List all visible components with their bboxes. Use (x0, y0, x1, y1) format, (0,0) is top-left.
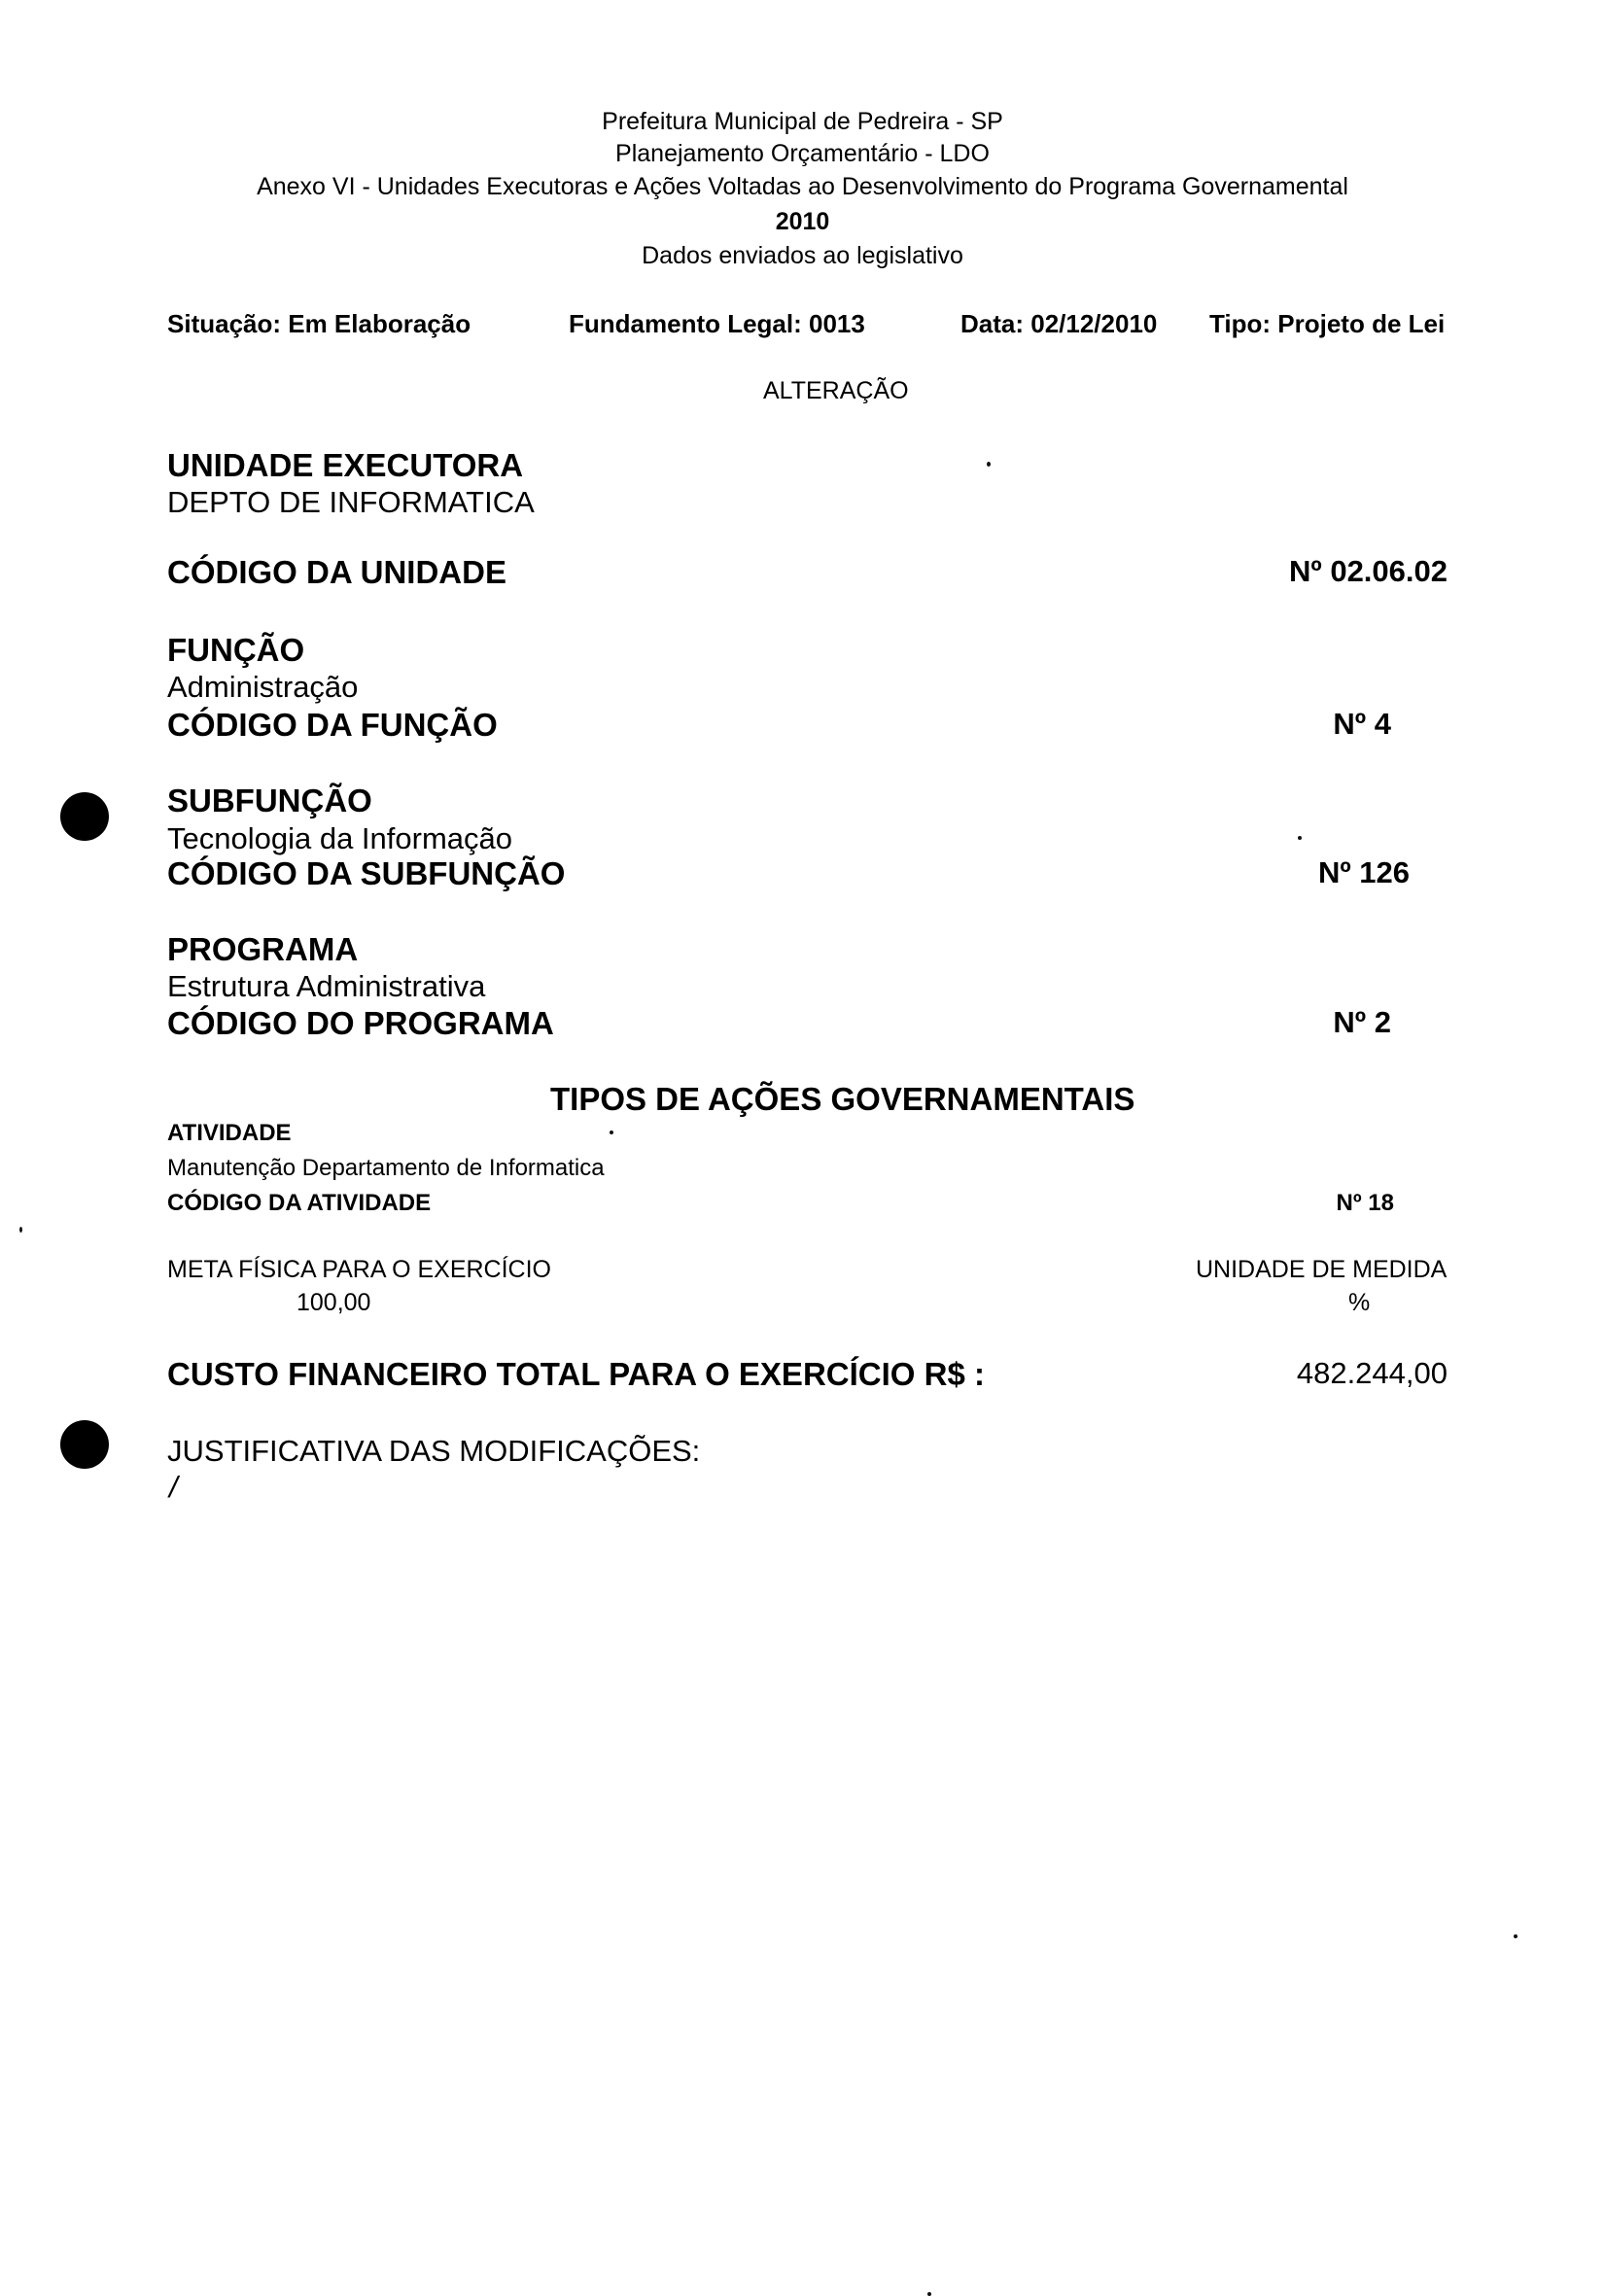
scan-speck (1514, 1934, 1518, 1938)
unidade-medida-value: % (1348, 1289, 1371, 1316)
acoes-title: TIPOS DE AÇÕES GOVERNAMENTAIS (550, 1081, 1135, 1117)
punch-hole (60, 792, 109, 841)
programa-name: Estrutura Administrativa (167, 969, 486, 1003)
header-year: 2010 (775, 208, 830, 235)
scan-speck (19, 1227, 22, 1233)
unidade-code-label: CÓDIGO DA UNIDADE (167, 554, 506, 590)
atividade-code-label: CÓDIGO DA ATIVIDADE (167, 1190, 432, 1216)
custo-label: CUSTO FINANCEIRO TOTAL PARA O EXERCÍCIO R$ : (167, 1356, 985, 1392)
status-situacao: Situação: Em Elaboração (167, 309, 471, 338)
subfuncao-code: Nº 126 (1317, 855, 1410, 889)
unidade-code: Nº 02.06.02 (1289, 554, 1448, 588)
header-annex: Anexo VI - Unidades Executoras e Ações Voltadas ao Desenvolvimento do Programa Governamental (257, 173, 1348, 200)
scan-speck (927, 2292, 931, 2296)
programa-code-label: CÓDIGO DO PROGRAMA (167, 1005, 554, 1041)
alteracao-label: ALTERAÇÃO (763, 377, 909, 404)
unidade-medida-label: UNIDADE DE MEDIDA (1196, 1256, 1448, 1283)
atividade-code: Nº 18 (1336, 1190, 1394, 1216)
funcao-name: Administração (167, 670, 359, 704)
scan-speck (1298, 836, 1302, 840)
atividade-name: Manutenção Departamento de Informatica (167, 1155, 605, 1181)
atividade-label: ATIVIDADE (167, 1120, 292, 1146)
meta-label: META FÍSICA PARA O EXERCÍCIO (167, 1256, 551, 1283)
subfuncao-name: Tecnologia da Informação (167, 821, 513, 855)
subfuncao-code-label: CÓDIGO DA SUBFUNÇÃO (167, 855, 566, 891)
status-fundamento: Fundamento Legal: 0013 (569, 309, 865, 338)
scan-speck (987, 462, 991, 467)
justificativa-value: / (169, 1470, 178, 1504)
custo-value: 482.244,00 (1296, 1356, 1448, 1390)
funcao-label: FUNÇÃO (167, 632, 305, 668)
status-tipo: Tipo: Projeto de Lei (1209, 309, 1446, 338)
funcao-code-label: CÓDIGO DA FUNÇÃO (167, 707, 498, 743)
status-data: Data: 02/12/2010 (960, 309, 1158, 338)
header-planning: Planejamento Orçamentário - LDO (615, 140, 990, 167)
programa-code: Nº 2 (1333, 1005, 1391, 1039)
scan-speck (610, 1131, 613, 1134)
punch-hole (60, 1420, 109, 1469)
header-municipality: Prefeitura Municipal de Pedreira - SP (602, 108, 1003, 135)
unidade-label: UNIDADE EXECUTORA (167, 447, 524, 483)
subfuncao-label: SUBFUNÇÃO (167, 783, 372, 818)
meta-value: 100,00 (297, 1289, 371, 1316)
unidade-name: DEPTO DE INFORMATICA (167, 485, 535, 519)
header-sent: Dados enviados ao legislativo (642, 242, 963, 269)
programa-label: PROGRAMA (167, 931, 359, 967)
justificativa-label: JUSTIFICATIVA DAS MODIFICAÇÕES: (167, 1434, 701, 1468)
funcao-code: Nº 4 (1333, 707, 1391, 741)
